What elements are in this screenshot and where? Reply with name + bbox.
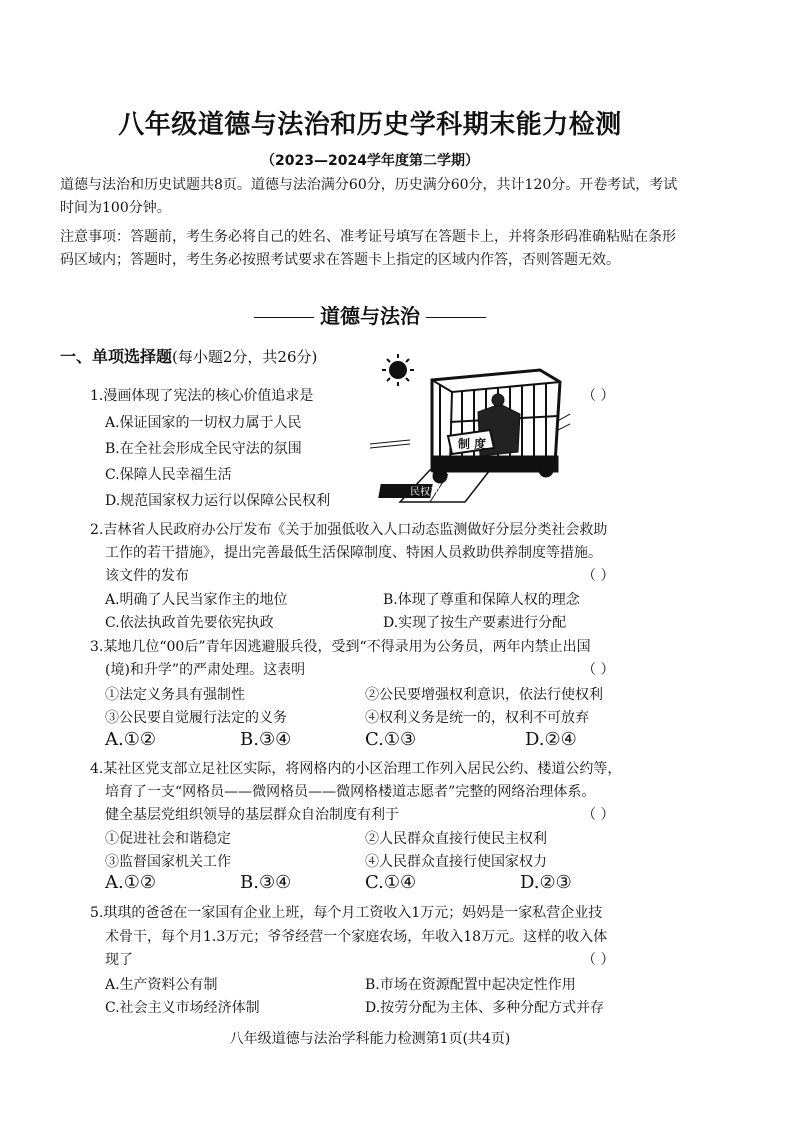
q4-option-b: B.③④	[240, 872, 292, 893]
section-line-left	[254, 317, 314, 318]
q1-answer-bracket: （ ）	[582, 388, 615, 404]
q2-option-c: C.依法执政首先要依宪执政	[105, 615, 274, 631]
sun-icon	[382, 354, 414, 386]
q3-statement-1: ①法定义务具有强制性	[105, 687, 245, 703]
q4-statement-4: ④人民群众直接行使国家权力	[365, 854, 547, 870]
q5-line-2: 术骨干，每个月1.3万元；爷爷经营一个家庭农场，年收入18万元。这样的收入体	[105, 929, 608, 945]
q4-statement-1: ①促进社会和谐稳定	[105, 831, 231, 847]
q2-option-a: A.明确了人民当家作主的地位	[105, 592, 288, 608]
part-heading-text: 一、单项选择题	[60, 347, 173, 366]
cartoon-sign-label: 制 度	[458, 437, 487, 451]
q5-line-3: 现了	[105, 952, 133, 968]
q1-stem: 1.漫画体现了宪法的核心价值追求是	[90, 388, 314, 404]
q2-answer-bracket: （ ）	[582, 568, 615, 584]
cage-cart	[432, 370, 560, 483]
q5-option-a: A.生产资料公有制	[105, 977, 218, 993]
part-heading-note: (每小题2分，共26分)	[172, 348, 318, 366]
section-line-right	[426, 317, 486, 318]
q4-option-d: D.②③	[520, 872, 572, 893]
q3-statement-2: ②公民要增强权利意识，依法行使权利	[365, 687, 603, 703]
q5-option-d: D.按劳分配为主体、多种分配方式并存	[365, 1000, 605, 1016]
exam-subtitle: （2023—2024学年度第二学期）	[261, 153, 479, 169]
q4-line-3: 健全基层党组织领导的基层群众自治制度有利于	[105, 807, 399, 823]
q3-answer-bracket: （ ）	[582, 662, 615, 678]
section-title	[0, 300, 740, 329]
q3-statement-3: ③公民要自觉履行法定的义务	[105, 710, 287, 726]
q3-option-a: A.①②	[105, 729, 156, 750]
q5-option-c: C.社会主义市场经济体制	[105, 1000, 260, 1016]
q5-answer-bracket: （ ）	[582, 952, 615, 968]
q2-option-b: B.体现了尊重和保障人权的理念	[383, 592, 580, 608]
q3-line-2: (境)和升学”的严肃处理。这表明	[105, 662, 306, 678]
q2-line-2: 工作的若干措施》，提出完善最低生活保障制度、特困人员救助供养制度等措施。	[105, 545, 602, 561]
q3-statement-4: ④权利义务是统一的，权利不可放弃	[365, 710, 589, 726]
q3-option-b: B.③④	[240, 729, 292, 750]
q4-option-c: C.①④	[365, 872, 417, 893]
q4-answer-bracket: （ ）	[582, 807, 615, 823]
part-heading	[60, 344, 317, 367]
q3-option-d: D.②④	[525, 729, 577, 750]
exam-intro: 道德与法治和历史试题共8页。道德与法治满分60分，历史满分60分，共计120分。开卷考试，考试时间为100分钟。	[60, 177, 678, 216]
q5-line-1: 5.琪琪的爸爸在一家国有企业上班，每个月工资收入1万元；妈妈是一家私营企业技	[90, 905, 603, 921]
q1-option-d: D.规范国家权力运行以保障公民权利	[105, 493, 331, 509]
q4-statement-3: ③监督国家机关工作	[105, 854, 231, 870]
q1-option-c: C.保障人民幸福生活	[105, 467, 232, 483]
q4-line-2: 培育了一支“网格员——微网格员——微网格楼道志愿者”完整的网络治理体系。	[105, 784, 596, 800]
q5-option-b: B.市场在资源配置中起决定性作用	[365, 977, 576, 993]
section-title-text: 道德与法治	[320, 304, 420, 328]
constitution-cartoon	[370, 352, 570, 507]
q1-option-a: A.保证国家的一切权力属于人民	[105, 415, 302, 431]
q3-line-1: 3.某地几位“00后”青年因逃避服兵役，受到“不得录用为公务员，两年内禁止出国	[90, 639, 591, 655]
exam-notice: 注意事项：答题前，考生务必将自己的姓名、准考证号填写在答题卡上，并将条形码准确粘贴在条形码区域内；答题时，考生务必按照考试要求在答题卡上指定的区域内作答，否则答题无效。	[60, 229, 676, 268]
exam-title: 八年级道德与法治和历史学科期末能力检测	[118, 110, 622, 140]
page-footer: 八年级道德与法治学科能力检测第1页(共4页)	[229, 1031, 511, 1047]
cartoon-track-sign	[378, 484, 440, 498]
q3-option-c: C.①③	[365, 729, 417, 750]
cartoon-track-label: 民权利	[410, 487, 440, 498]
q2-option-d: D.实现了按生产要素进行分配	[383, 615, 567, 631]
q2-line-1: 2.吉林省人民政府办公厅发布《关于加强低收入人口动态监测做好分层分类社会救助	[90, 522, 608, 538]
q4-statement-2: ②人民群众直接行使民主权利	[365, 831, 547, 847]
q4-option-a: A.①②	[105, 872, 156, 893]
q4-line-1: 4.某社区党支部立足社区实际，将网格内的小区治理工作列入居民公约、楼道公约等，	[90, 761, 622, 777]
q1-option-b: B.在全社会形成全民守法的氛围	[105, 441, 302, 457]
q2-line-3: 该文件的发布	[105, 568, 189, 584]
